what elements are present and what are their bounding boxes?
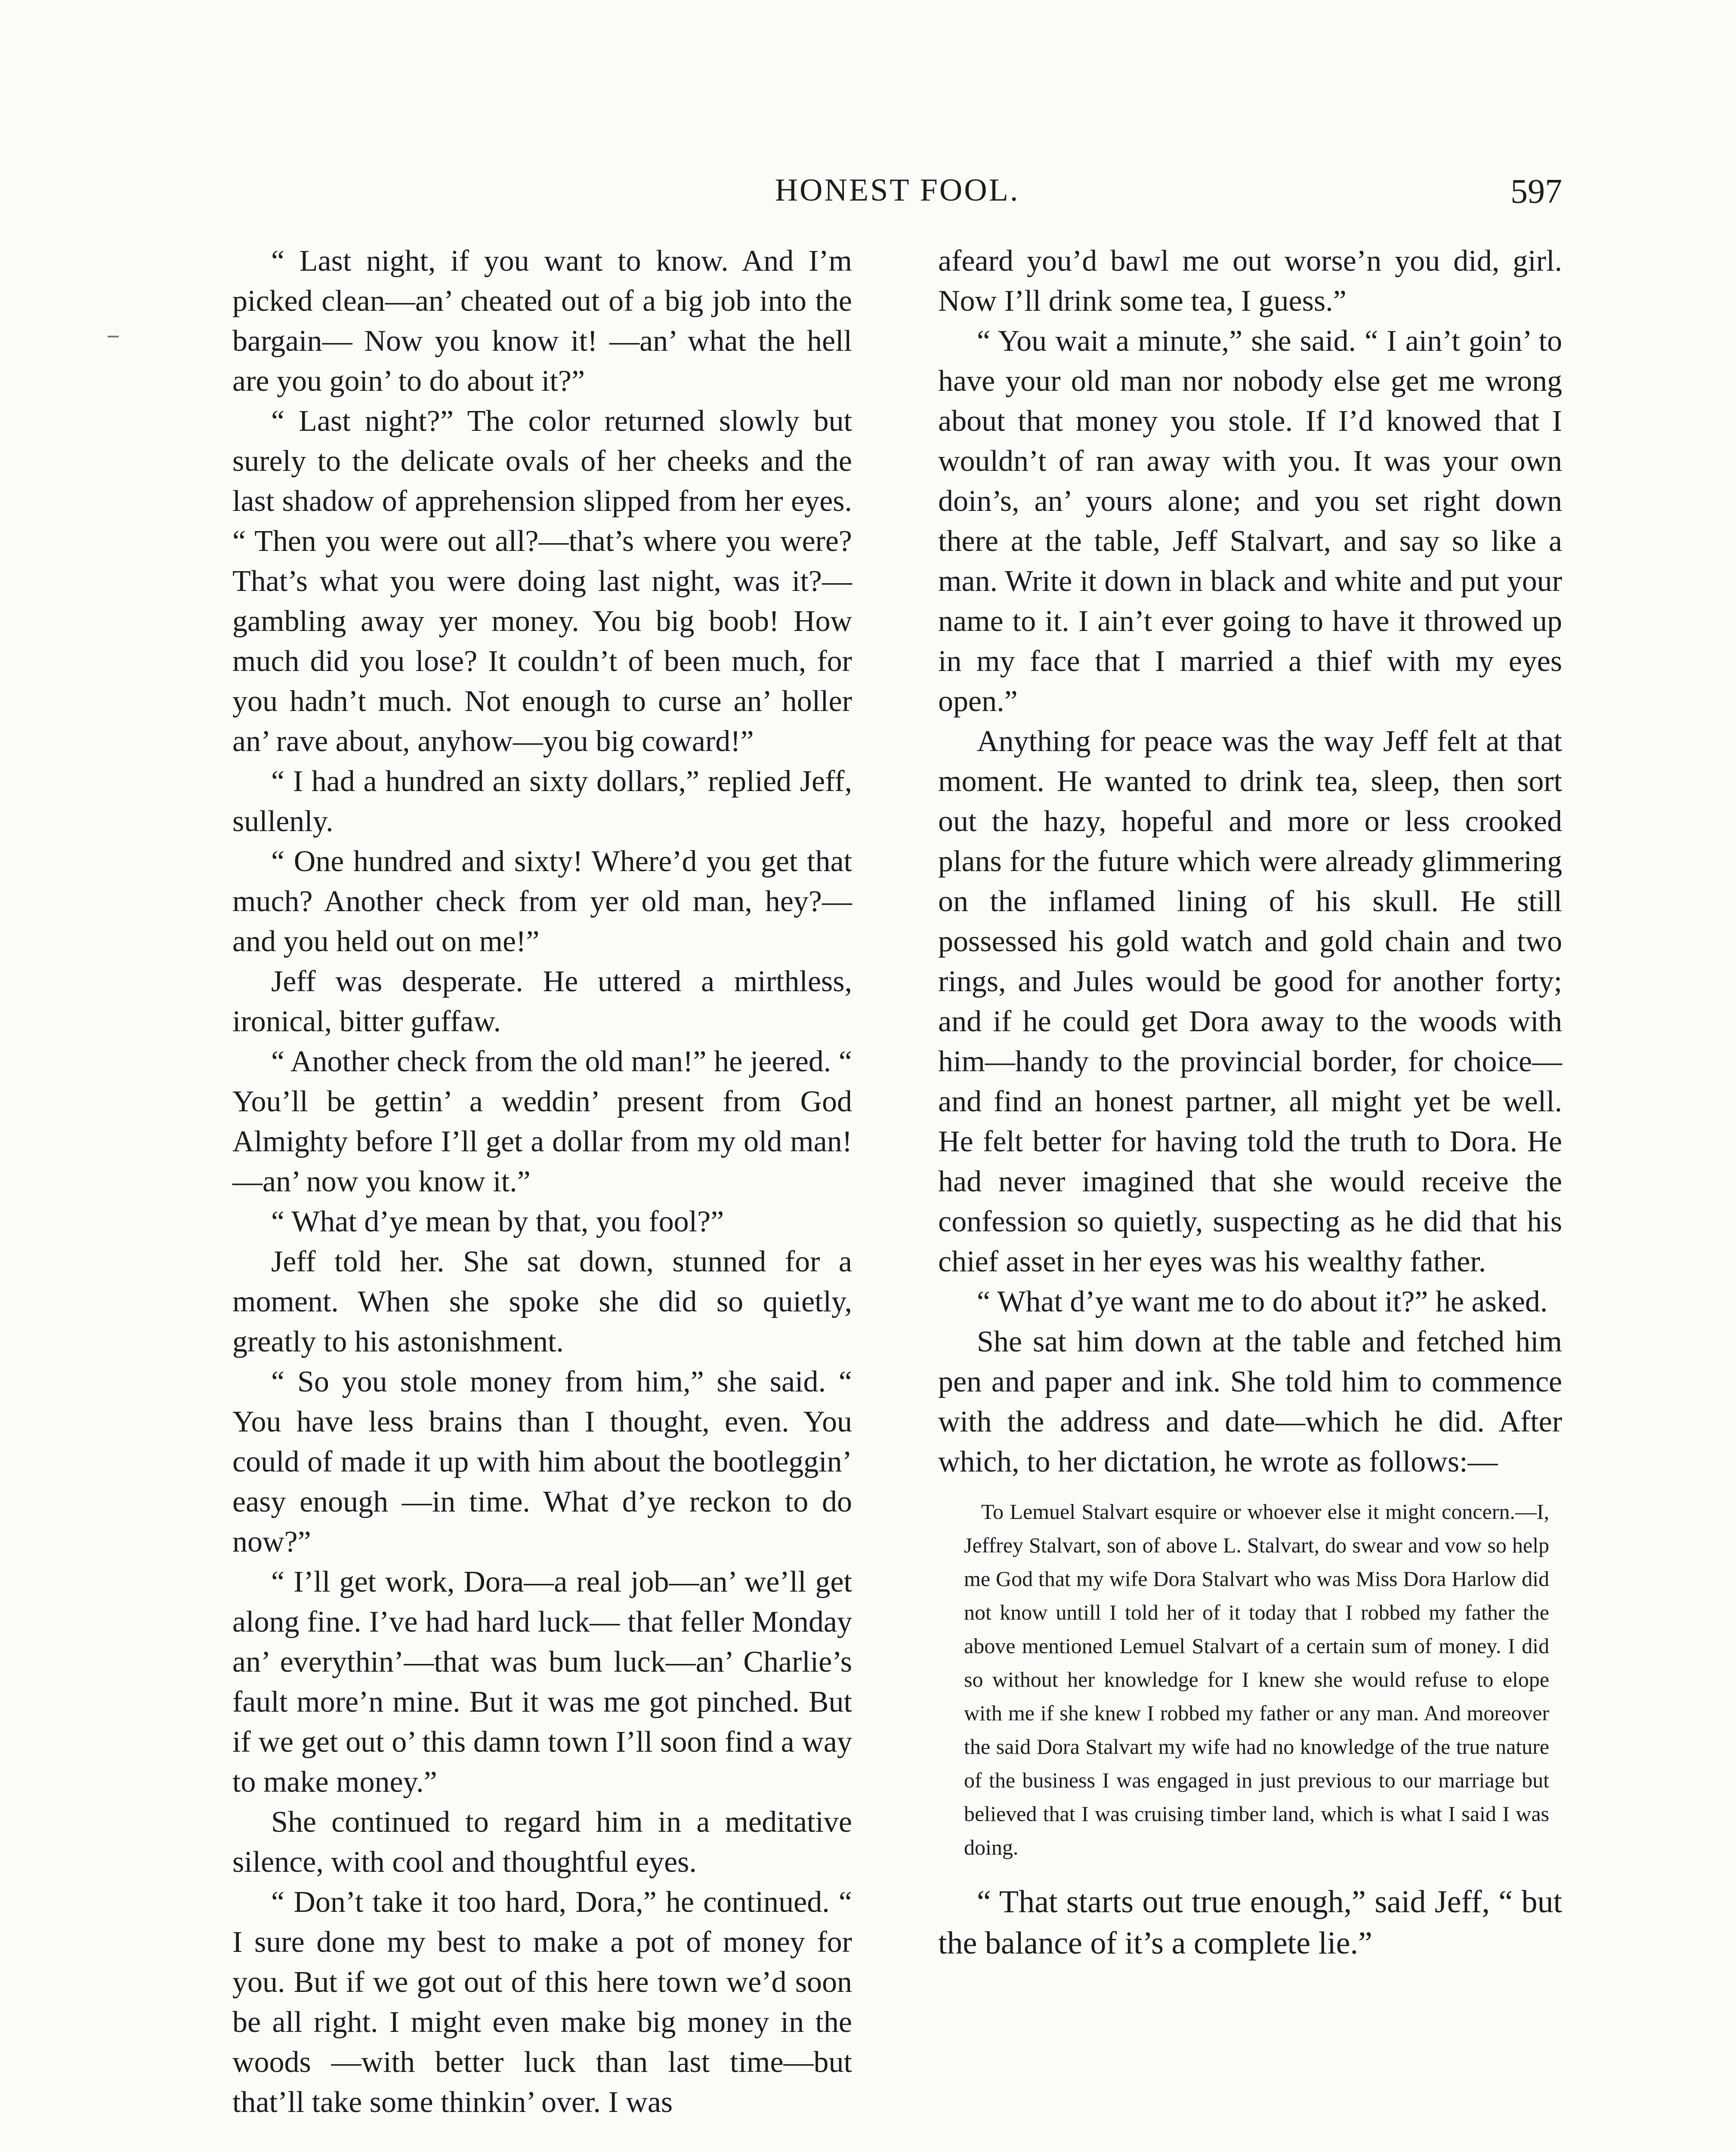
paragraph: “ So you stole money from him,” she said. “ You have less brains than I thought, even. You could of made it up with him about the bootleggin’ easy enough —in time. What d’ye reckon to do now?” <box>232 1365 852 1558</box>
paragraph: “ Don’t take it too hard, Dora,” he continued. “ I sure done my best to make a pot of money for you. But if we got out of this here town we’d soon be all right. I might even make big money in the woods —with better luck than last time—but that’ll take some thinkin’ over. I was <box>232 1886 852 2119</box>
paragraph: Jeff was desperate. He uttered a mirthless, ironical, bitter guffaw. <box>232 965 852 1038</box>
page-header <box>232 172 1562 228</box>
paragraph: “ What d’ye want me to do about it?” he asked. <box>977 1285 1548 1318</box>
left-column <box>232 241 852 2122</box>
paragraph: “ One hundred and sixty! Where’d you get that much? Another check from yer old man, hey?—and you held out on me!” <box>232 845 852 958</box>
paragraph: Jeff told her. She sat down, stunned for a moment. When she spoke she did so quietly, greatly to his astonishment. <box>232 1245 852 1358</box>
paragraph: “ You wait a minute,” she said. “ I ain’t goin’ to have your old man nor nobody else get me wrong about that money you stole. If I’d knowed that I wouldn’t of ran away with you. It was your own doin’s, an’ yours alone; and you set right down there at the table, Jeff Stalvart, and say so like a man. Write it down in black and white and put your name to it. I ain’t ever going to have it throwed up in my face that I married a thief with my eyes open.” <box>938 325 1562 718</box>
right-column <box>938 241 1562 1964</box>
paragraph: “ I’ll get work, Dora—a real job—an’ we’ll get along fine. I’ve had hard luck— that feller Monday an’ everythin’—that was bum luck—an’ Charlie’s fault more’n mine. But it was me got pinched. But if we get out o’ this damn town I’ll soon find a way to make money.” <box>232 1565 852 1799</box>
page-number: 597 <box>1511 173 1562 210</box>
paragraph: “ I had a hundred an sixty dollars,” replied Jeff, sullenly. <box>232 765 852 838</box>
paragraph: Anything for peace was the way Jeff felt at that moment. He wanted to drink tea, sleep, then sort out the hazy, hopeful and more or less crooked plans for the future which were already glimmering on the inflamed lining of his skull. He still possessed his gold watch and gold chain and two rings, and Jules would be good for another forty; and if he could get Dora away to the woods with him—handy to the provincial border, for choice—and find an honest partner, all might yet be well. He felt better for having told the truth to Dora. He had never imagined that she would receive the confession so quietly, suspecting as he did that his chief asset in her eyes was his wealthy father. <box>938 725 1562 1278</box>
paragraph: “ That starts out true enough,” said Jeff, “ but the balance of it’s a complete lie.” <box>938 1884 1562 1961</box>
paragraph: “ Last night?” The color returned slowly but surely to the delicate ovals of her cheeks and the last shadow of apprehension slipped from her eyes. “ Then you were out all?—that’s where you were? That’s what you were doing last night, was it?—gambling away yer money. You big boob! How much did you lose? It couldn’t of been much, for you hadn’t much. Not enough to curse an’ holler an’ rave about, anyhow—you big coward!” <box>232 405 852 758</box>
running-title: HONEST FOOL. <box>775 173 1020 208</box>
paragraph: “ What d’ye mean by that, you fool?” <box>271 1205 724 1238</box>
margin-mark <box>108 336 119 337</box>
paragraph: “ Another check from the old man!” he jeered. “ You’ll be gettin’ a weddin’ present from God Almighty before I’ll get a dollar from my old man!—an’ now you know it.” <box>232 1045 852 1198</box>
paragraph: “ Last night, if you want to know. And I’m picked clean—an’ cheated out of a big job into the bargain— Now you know it! —an’ what the hell are you goin’ to do about it?” <box>232 244 852 398</box>
letter-quotation: To Lemuel Stalvart esquire or whoever else it might concern.—I, Jeffrey Stalvart, son of above L. Stalvart, do swear and vow so help me God that my wife Dora Stalvart who was Miss Dora Harlow did not know untill I told her of it today that I robbed my father the above mentioned Lemuel Stalvart of a certain sum of money. I did so without her knowledge for I knew she would refuse to elope with me if she knew I robbed my father or any man. And moreover the said Dora Stalvart my wife had no knowledge of the true nature of the business I was engaged in just previous to our marriage but believed that I was cruising timber land, which is what I said I was doing. <box>964 1500 1549 1859</box>
paragraph: She continued to regard him in a meditative silence, with cool and thoughtful eyes. <box>232 1806 852 1879</box>
paragraph: She sat him down at the table and fetched him pen and paper and ink. She told him to commence with the address and date—which he did. After which, to her dictation, he wrote as follows:— <box>938 1325 1562 1478</box>
continued-paragraph: afeard you’d bawl me out worse’n you did, girl. Now I’ll drink some tea, I guess.” <box>938 244 1562 318</box>
